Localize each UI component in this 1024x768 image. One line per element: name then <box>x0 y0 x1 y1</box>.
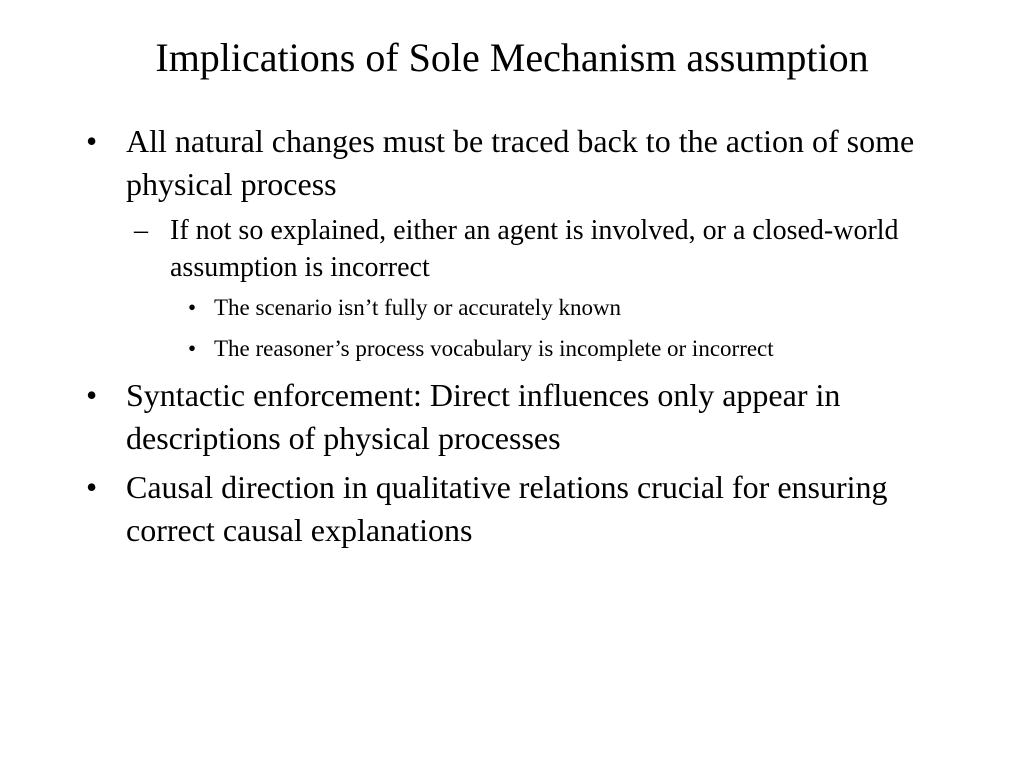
bullet-item-1 <box>86 120 946 364</box>
dash-marker: – <box>134 215 148 246</box>
sub-sub-bullet-list <box>170 292 910 364</box>
bullet-list <box>0 120 1024 558</box>
bullet-marker: • <box>86 469 98 505</box>
sub-sub-bullet-text: The scenario isn’t fully or accurately known <box>214 295 622 320</box>
bullet-text: Causal direction in qualitative relations crucial for ensuring correct causal explanations <box>126 469 888 548</box>
sub-bullet-item-1 <box>134 212 910 364</box>
sub-bullet-text: If not so explained, either an agent is involved, or a closed-world assumption is incorrect <box>170 215 899 283</box>
slide-title: Implications of Sole Mechanism assumption <box>155 35 869 80</box>
bullet-marker: • <box>86 123 98 159</box>
bullet-text: Syntactic enforcement: Direct influences only appear in descriptions of physical processes <box>126 377 841 456</box>
bullet-marker: • <box>188 295 197 320</box>
bullet-item-2 <box>86 374 946 460</box>
sub-sub-bullet-item-1 <box>188 292 910 323</box>
sub-sub-bullet-item-2 <box>188 333 910 364</box>
bullet-text: All natural changes must be traced back to the action of some physical process <box>126 123 915 202</box>
sub-sub-bullet-text: The reasoner’s process vocabulary is incomplete or incorrect <box>214 336 774 361</box>
sub-bullet-list <box>126 212 946 364</box>
bullet-item-3 <box>86 466 946 552</box>
bullet-marker: • <box>86 377 98 413</box>
bullet-marker: • <box>188 336 197 361</box>
